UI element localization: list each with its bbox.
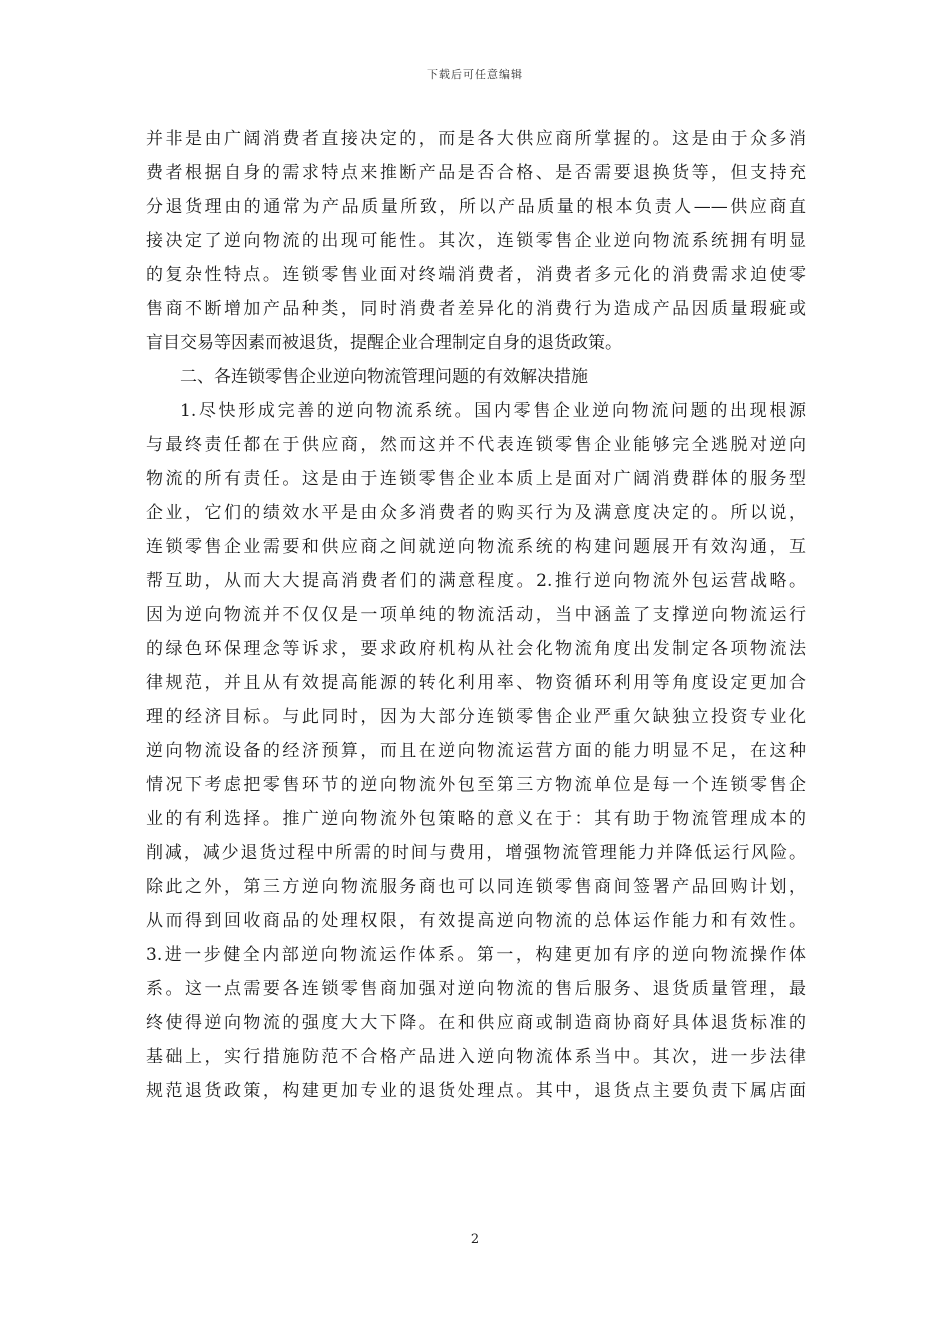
paragraph-line: 售商不断增加产品种类，同时消费者差异化的消费行为造成产品因质量瑕疵或: [146, 299, 806, 319]
section-heading: 二、各连锁零售企业逆向物流管理问题的有效解决措施: [180, 367, 588, 387]
paragraph-line: 情况下考虑把零售环节的逆向物流外包至第三方物流单位是每一个连锁零售企: [146, 775, 806, 795]
page-number: 2: [470, 1232, 480, 1247]
paragraph-line: 物流的所有责任。这是由于连锁零售企业本质上是面对广阔消费群体的服务型: [146, 469, 806, 489]
paragraph-line: 削减，减少退货过程中所需的时间与费用，增强物流管理能力并降低运行风险。: [146, 843, 806, 863]
paragraph-line: 费者根据自身的需求特点来推断产品是否合格、是否需要退换货等，但支持充: [146, 163, 806, 183]
paragraph-line: 基础上，实行措施防范不合格产品进入逆向物流体系当中。其次，进一步法律: [146, 1047, 806, 1067]
paragraph-line: 1.尽快形成完善的逆向物流系统。国内零售企业逆向物流问题的出现根源: [180, 401, 806, 421]
paragraph-line: 的绿色环保理念等诉求，要求政府机构从社会化物流角度出发制定各项物流法: [146, 639, 806, 659]
paragraph-line: 系。这一点需要各连锁零售商加强对逆向物流的售后服务、退货质量管理，最: [146, 979, 806, 999]
paragraph-line: 企业，它们的绩效水平是由众多消费者的购买行为及满意度决定的。所以说，: [146, 503, 806, 523]
paragraph-line: 3.进一步健全内部逆向物流运作体系。第一，构建更加有序的逆向物流操作体: [146, 945, 806, 965]
paragraph-line: 分退货理由的通常为产品质量所致，所以产品质量的根本负责人——供应商直: [146, 197, 806, 217]
paragraph-line: 接决定了逆向物流的出现可能性。其次，连锁零售企业逆向物流系统拥有明显: [146, 231, 806, 251]
paragraph-line: 业的有利选择。推广逆向物流外包策略的意义在于：其有助于物流管理成本的: [146, 809, 806, 829]
paragraph-line: 连锁零售企业需要和供应商之间就逆向物流系统的构建问题展开有效沟通，互: [146, 537, 806, 557]
paragraph-line: 帮互助，从而大大提高消费者们的满意程度。2.推行逆向物流外包运营战略。: [146, 571, 806, 591]
body-text: [146, 122, 806, 1108]
paragraph-line: 从而得到回收商品的处理权限，有效提高逆向物流的总体运作能力和有效性。: [146, 911, 806, 931]
paragraph-line: 的复杂性特点。连锁零售业面对终端消费者，消费者多元化的消费需求迫使零: [146, 265, 806, 285]
paragraph-line: 因为逆向物流并不仅仅是一项单纯的物流活动，当中涵盖了支撑逆向物流运行: [146, 605, 806, 625]
paragraph-line: 理的经济目标。与此同时，因为大部分连锁零售企业严重欠缺独立投资专业化: [146, 707, 806, 727]
paragraph-line: 规范退货政策，构建更加专业的退货处理点。其中，退货点主要负责下属店面: [146, 1081, 806, 1101]
paragraph-line: 除此之外，第三方逆向物流服务商也可以同连锁零售商间签署产品回购计划，: [146, 877, 806, 897]
paragraph-line: 并非是由广阔消费者直接决定的，而是各大供应商所掌握的。这是由于众多消: [146, 129, 806, 149]
paragraph-line: 与最终责任都在于供应商，然而这并不代表连锁零售企业能够完全逃脱对逆向: [146, 435, 806, 455]
paragraph-line: 律规范，并且从有效提高能源的转化利用率、物资循环利用等角度设定更加合: [146, 673, 806, 693]
paragraph-line: 逆向物流设备的经济预算，而且在逆向物流运营方面的能力明显不足，在这种: [146, 741, 806, 761]
page-header: 下载后可任意编辑: [427, 68, 523, 81]
paragraph-line: 盲目交易等因素而被退货，提醒企业合理制定自身的退货政策。: [146, 333, 622, 353]
paragraph-line: 终使得逆向物流的强度大大下降。在和供应商或制造商协商好具体退货标准的: [146, 1013, 806, 1033]
